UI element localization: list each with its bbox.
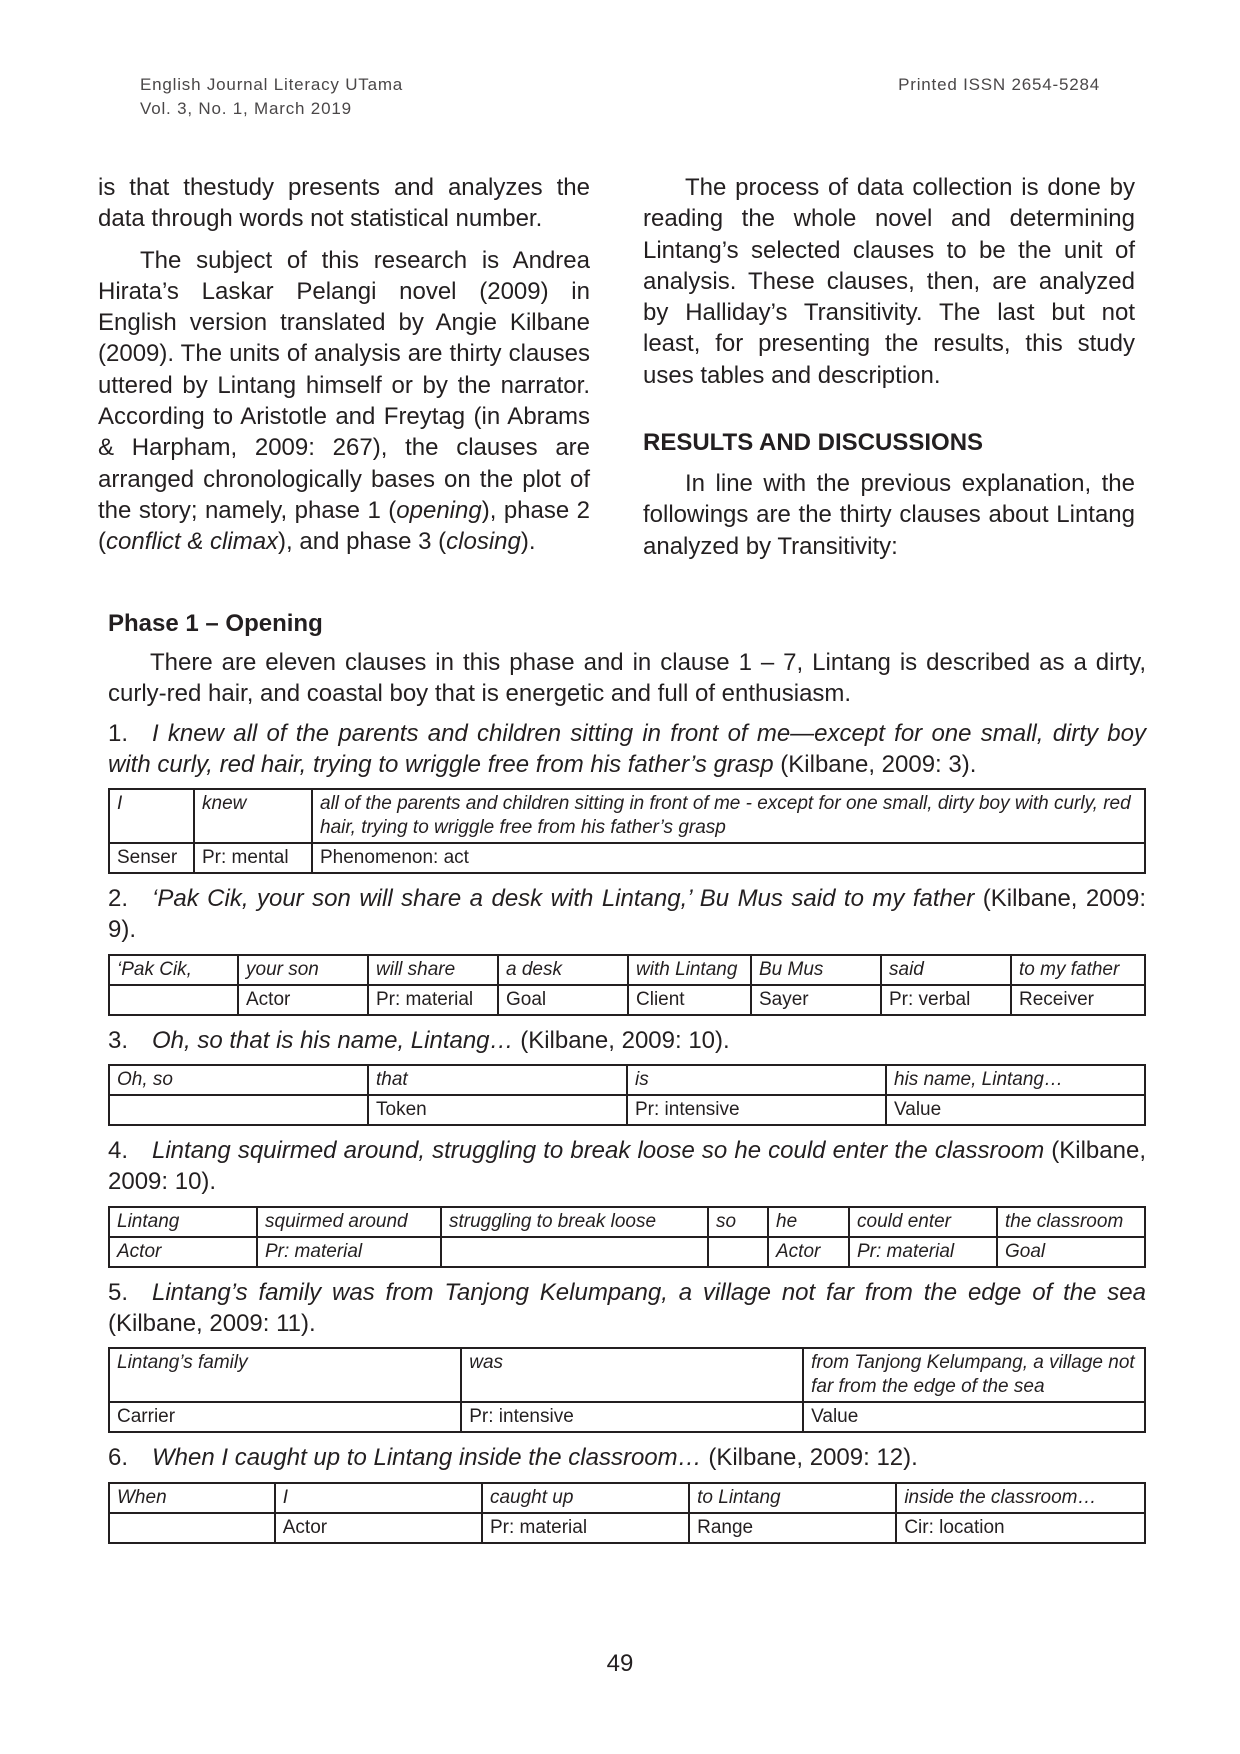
table-cell: so [708, 1207, 768, 1237]
table-cell: Value [803, 1402, 1145, 1432]
table-cell: Actor [238, 985, 368, 1015]
table-cell: ‘Pak Cik, [109, 955, 238, 985]
table-row [109, 843, 1145, 873]
table-cell: squirmed around [257, 1207, 441, 1237]
clause-3-table [108, 1064, 1146, 1126]
table-row [109, 1065, 1145, 1095]
table-cell: Goal [997, 1237, 1145, 1267]
journal-issn: Printed ISSN 2654-5284 [898, 75, 1100, 94]
clause-2: 2. ‘Pak Cik, your son will share a desk with Lintang,’ Bu Mus said to my father (Kilbane, 2009: 9). [108, 885, 1146, 944]
table-cell: he [768, 1207, 849, 1237]
table-cell: Senser [109, 843, 194, 873]
table-cell: knew [194, 789, 312, 843]
table-cell: Value [886, 1095, 1145, 1125]
table-cell: Pr: material [368, 985, 498, 1015]
table-row [109, 1207, 1145, 1237]
table-cell: all of the parents and children sitting in front of me - except for one small, dirty boy with curly, red hair, trying to wriggle free from his father’s grasp [312, 789, 1145, 843]
left-paragraph-1: is that thestudy presents and analyzes the data through words not statistical number. [98, 174, 590, 233]
table-cell: Pr: intensive [627, 1095, 886, 1125]
table-cell: to my father [1011, 955, 1145, 985]
table-row [109, 1237, 1145, 1267]
table-cell: Oh, so [109, 1065, 368, 1095]
table-cell: Pr: mental [194, 843, 312, 873]
clause-6-table [108, 1482, 1146, 1544]
table-cell: I [275, 1483, 482, 1513]
table-cell: Pr: verbal [881, 985, 1011, 1015]
table-cell: his name, Lintang… [886, 1065, 1145, 1095]
table-cell: Bu Mus [751, 955, 881, 985]
table-cell: Pr: material [849, 1237, 997, 1267]
running-header [140, 73, 403, 121]
left-column [98, 172, 590, 568]
table-cell: Client [628, 985, 751, 1015]
table-cell: Sayer [751, 985, 881, 1015]
table-cell: your son [238, 955, 368, 985]
table-row [109, 1348, 1145, 1402]
table-cell: could enter [849, 1207, 997, 1237]
table-row [109, 1402, 1145, 1432]
phase1-section [108, 608, 1146, 1553]
table-cell: struggling to break loose [441, 1207, 708, 1237]
table-cell: with Lintang [628, 955, 751, 985]
table-cell: Token [368, 1095, 627, 1125]
table-cell [109, 1095, 368, 1125]
clause-3: 3. Oh, so that is his name, Lintang… (Kilbane, 2009: 10). [108, 1026, 730, 1054]
clause-2-table [108, 954, 1146, 1016]
table-cell: Goal [498, 985, 628, 1015]
table-cell: said [881, 955, 1011, 985]
table-cell: inside the classroom… [896, 1483, 1145, 1513]
table-cell: Actor [275, 1513, 482, 1543]
table-cell: a desk [498, 955, 628, 985]
table-row [109, 1095, 1145, 1125]
table-cell: Carrier [109, 1402, 461, 1432]
table-cell: Receiver [1011, 985, 1145, 1015]
clause-1: 1. I knew all of the parents and children sitting in front of me—except for one small, dirty boy with curly, red hair, trying to wriggle free from his father’s grasp (Kilbane, 2009: 3). [108, 719, 1146, 778]
table-cell: Pr: material [257, 1237, 441, 1267]
table-cell: Cir: location [896, 1513, 1145, 1543]
clause-4: 4. Lintang squirmed around, struggling to break loose so he could enter the classroom (Kilbane, 2009: 10). [108, 1137, 1146, 1196]
page-number: 49 [606, 1650, 634, 1677]
table-cell: will share [368, 955, 498, 985]
table-cell: When [109, 1483, 275, 1513]
table-cell: is [627, 1065, 886, 1095]
table-row [109, 789, 1145, 843]
table-cell: I [109, 789, 194, 843]
table-cell: Pr: material [482, 1513, 689, 1543]
table-row [109, 1513, 1145, 1543]
table-row [109, 1483, 1145, 1513]
table-cell [109, 985, 238, 1015]
table-cell: Actor [768, 1237, 849, 1267]
table-row [109, 955, 1145, 985]
table-cell: Actor [109, 1237, 257, 1267]
table-cell: Lintang [109, 1207, 257, 1237]
right-paragraph-2: In line with the previous explanation, the followings are the thirty clauses about Lintang analyzed by Transitivity: [643, 470, 1135, 560]
clause-5-table [108, 1347, 1146, 1433]
table-cell: that [368, 1065, 627, 1095]
clause-4-table [108, 1206, 1146, 1268]
table-cell: to Lintang [689, 1483, 896, 1513]
table-cell [708, 1237, 768, 1267]
table-row [109, 985, 1145, 1015]
table-cell: from Tanjong Kelumpang, a village not far from the edge of the sea [803, 1348, 1145, 1402]
table-cell: Phenomenon: act [312, 843, 1145, 873]
clause-5: 5. Lintang’s family was from Tanjong Kelumpang, a village not far from the edge of the sea (Kilbane, 2009: 11). [108, 1278, 1146, 1337]
table-cell: caught up [482, 1483, 689, 1513]
table-cell: Lintang’s family [109, 1348, 461, 1402]
phase1-heading: Phase 1 – Opening [108, 610, 323, 637]
left-paragraph-2: The subject of this research is Andrea Hirata’s Laskar Pelangi novel (2009) in English version translated by Angie Kilbane (2009). The units of analysis are thirty clauses uttered by Lintang himself or by the narrator. According to Aristotle and Freytag (in Abrams & Harpham, 2009: 267), the clauses are arranged chronologically bases on the plot of the story; namely, phase 1 (opening), phase 2 (conflict & climax), and phase 3 (closing). [98, 246, 590, 556]
journal-title: English Journal Literacy UTama [140, 75, 404, 94]
table-cell [109, 1513, 275, 1543]
table-cell: was [461, 1348, 803, 1402]
journal-volume: Vol. 3, No. 1, March 2019 [140, 99, 352, 118]
table-cell: Pr: intensive [461, 1402, 803, 1432]
right-column [643, 172, 1135, 572]
table-cell: the classroom [997, 1207, 1145, 1237]
section-heading-results: RESULTS AND DISCUSSIONS [643, 429, 984, 457]
clause-6: 6. When I caught up to Lintang inside the classroom… (Kilbane, 2009: 12). [108, 1444, 918, 1472]
table-cell [441, 1237, 708, 1267]
table-cell: Range [689, 1513, 896, 1543]
phase1-intro: There are eleven clauses in this phase and in clause 1 – 7, Lintang is described as a dirty, curly-red hair, and coastal boy that is energetic and full of enthusiasm. [108, 649, 1146, 708]
clause-1-table [108, 788, 1146, 874]
right-paragraph-1: The process of data collection is done by reading the whole novel and determining Lintang’s selected clauses to be the unit of analysis. These clauses, then, are analyzed by Halliday’s Transitivity. The last but not least, for presenting the results, this study uses tables and description. [643, 174, 1135, 389]
